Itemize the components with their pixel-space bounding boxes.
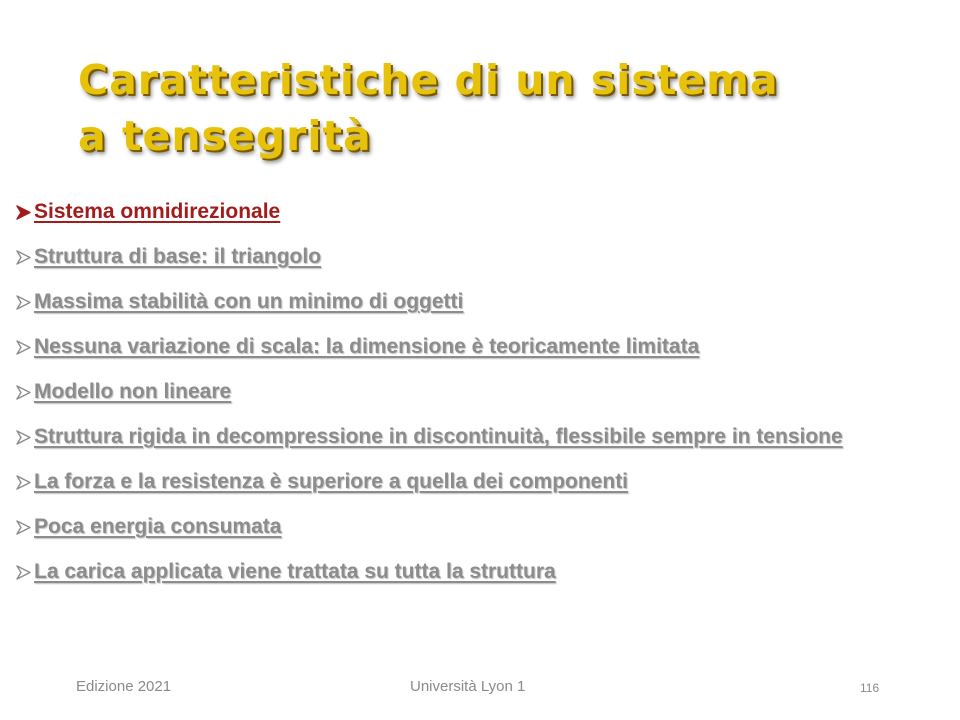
slide-title-line-1: Caratteristiche di un sistema	[78, 56, 779, 104]
arrow-bullet-icon	[12, 331, 34, 355]
arrow-bullet-icon	[12, 196, 34, 220]
arrow-bullet-icon	[12, 466, 34, 490]
bullet-link[interactable]: Modello non lineare	[34, 380, 232, 403]
bullet-item	[12, 196, 942, 227]
bullet-link[interactable]: Massima stabilità con un minimo di oggetti	[34, 290, 464, 313]
bullet-item	[12, 286, 942, 317]
bullet-list	[12, 196, 942, 601]
arrow-bullet-icon	[12, 376, 34, 400]
footer-edition: Edizione 2021	[76, 678, 172, 695]
bullet-link[interactable]: Sistema omnidirezionale	[34, 200, 281, 223]
bullet-item	[12, 421, 942, 452]
arrow-bullet-icon	[12, 286, 34, 310]
bullet-item	[12, 241, 942, 272]
arrow-bullet-icon	[12, 556, 34, 580]
bullet-item	[12, 556, 942, 587]
slide-title-line-2: a tensegrità	[78, 112, 372, 160]
bullet-item	[12, 376, 942, 407]
bullet-link[interactable]: La forza e la resistenza è superiore a quella dei componenti	[34, 470, 629, 493]
bullet-link[interactable]: Struttura di base: il triangolo	[34, 245, 322, 268]
bullet-link[interactable]: Poca energia consumata	[34, 515, 282, 538]
slide-title	[78, 52, 878, 164]
arrow-bullet-icon	[12, 421, 34, 445]
footer-university: Università Lyon 1	[410, 678, 526, 695]
arrow-bullet-icon	[12, 241, 34, 265]
bullet-link[interactable]: Struttura rigida in decompressione in discontinuità, flessibile sempre in tensione	[34, 425, 843, 448]
slide-number: 116	[860, 681, 880, 695]
bullet-item	[12, 466, 942, 497]
bullet-link[interactable]: La carica applicata viene trattata su tutta la struttura	[34, 560, 556, 583]
bullet-item	[12, 511, 942, 542]
bullet-item	[12, 331, 942, 362]
bullet-link[interactable]: Nessuna variazione di scala: la dimensione è teoricamente limitata	[34, 335, 700, 358]
arrow-bullet-icon	[12, 511, 34, 535]
